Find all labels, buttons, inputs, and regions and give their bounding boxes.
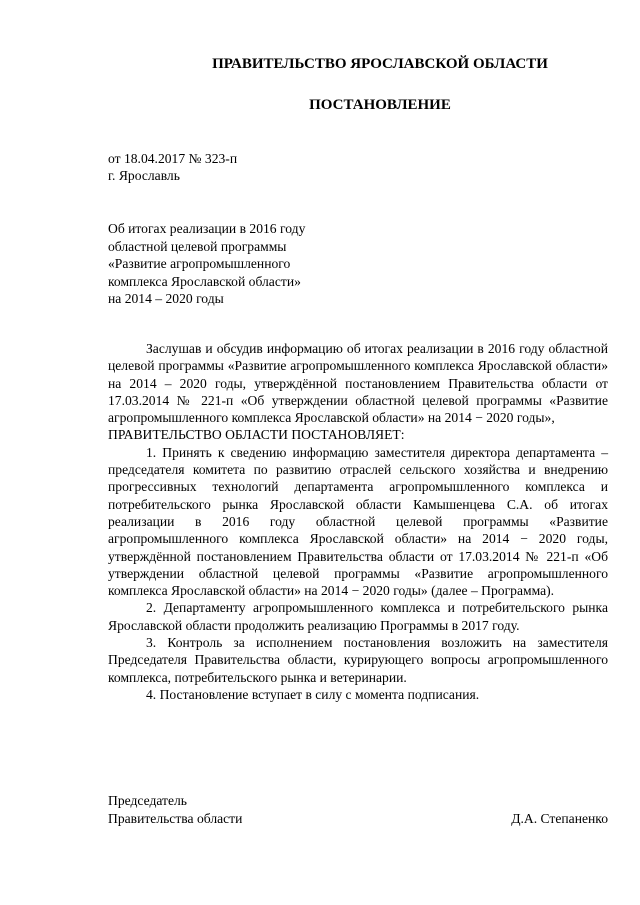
signature-row xyxy=(108,810,608,828)
signatory-title-line1: Председатель xyxy=(108,793,187,808)
clause-1: 1. Принять к сведению информацию заместителя директора департамента – председателя комитета по развитию отраслей сельского хозяйства и внедрению прогрессивных технологий департамента агропромышленного комплекса и потребительского рынка Ярославской области Камышенцева С.А. об итогах реализации в 2016 году областной целевой программы «Развитие агропромышленного комплекса Ярославской области» на 2014 − 2020 годы, утверждённой постановлением Правительства области от 17.03.2014 № 221-п «Об утверждении областной целевой программы «Развитие агропромышленного комплекса Ярославской области» на 2014 − 2020 годы» (далее – Программа). xyxy=(108,444,608,599)
organization-title: ПРАВИТЕЛЬСТВО ЯРОСЛАВСКОЙ ОБЛАСТИ xyxy=(212,56,548,72)
date-number: от 18.04.2017 № 323-п xyxy=(108,151,238,166)
subject-line: Об итогах реализации в 2016 году xyxy=(108,221,306,236)
resolves-line: ПРАВИТЕЛЬСТВО ОБЛАСТИ ПОСТАНОВЛЯЕТ: xyxy=(108,427,405,443)
clause-2: 2. Департаменту агропромышленного комплекса и потребительского рынка Ярославской области продолжить реализацию Программы в 2017 году. xyxy=(108,600,608,633)
clause-4: 4. Постановление вступает в силу с момента подписания. xyxy=(146,686,480,702)
subject-line: «Развитие агропромышленного xyxy=(108,256,291,271)
document-meta xyxy=(108,150,237,184)
subject-line: областной целевой программы xyxy=(108,238,287,254)
subject-line: комплекса Ярославской области» xyxy=(108,273,301,289)
city: г. Ярославль xyxy=(108,168,180,183)
document-type-title: ПОСТАНОВЛЕНИЕ xyxy=(309,97,451,113)
subject-line: на 2014 – 2020 годы xyxy=(108,291,224,306)
signatory-name: Д.А. Степаненко xyxy=(511,810,608,826)
signatory-title-line2: Правительства области xyxy=(108,810,243,826)
document-body xyxy=(108,340,608,703)
clause-3: 3. Контроль за исполнением постановления возложить на заместителя Председателя Правительства области, курирующего вопросы агропромышленного комплекса, потребительского рынка и ветеринарии. xyxy=(108,635,608,685)
document-subject xyxy=(108,220,305,308)
signature-block xyxy=(108,792,608,827)
preamble-paragraph: Заслушав и обсудив информацию об итогах реализации в 2016 году областной целевой программы «Развитие агропромышленного комплекса Ярославской области» на 2014 – 2020 годы, утверждённой постановлением Правительства области от 17.03.2014 № 221-п «Об утверждении областной целевой программы «Развитие агропромышленного комплекса Ярославской области» на 2014 − 2020 годы», xyxy=(108,341,608,426)
